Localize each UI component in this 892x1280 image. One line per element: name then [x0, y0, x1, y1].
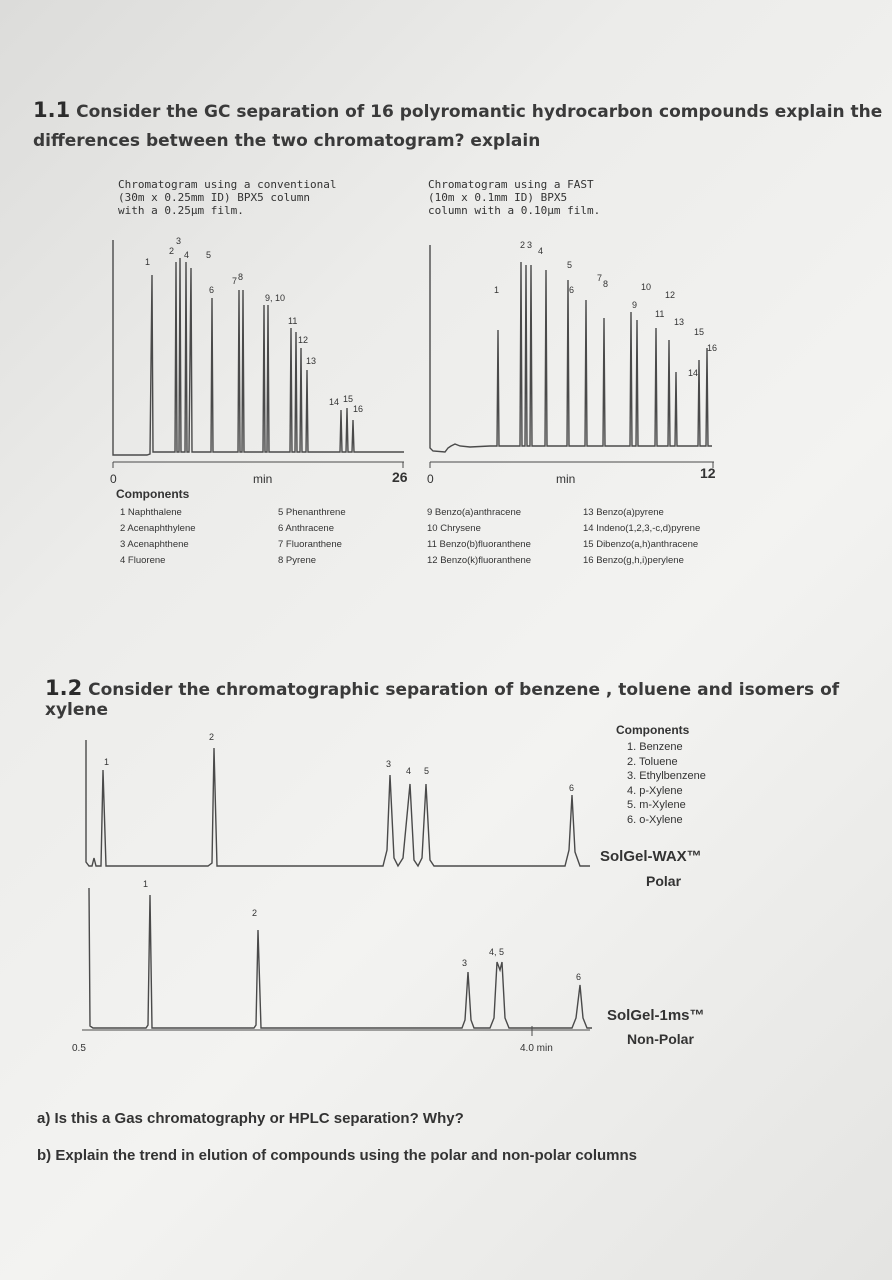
peak-label: 14	[688, 368, 699, 378]
component-item: 13 Benzo(a)pyrene	[583, 507, 664, 518]
component-item: 4. p-Xylene	[627, 784, 683, 797]
peak-label: 12	[665, 290, 676, 300]
caption-line: with a 0.25µm film.	[118, 204, 244, 217]
peak-label: 3	[386, 759, 392, 769]
peak-label: 9	[632, 300, 638, 310]
peak-label: 13	[674, 317, 685, 327]
component-item: 5. m-Xylene	[627, 799, 686, 811]
peak-label: 4, 5	[489, 947, 505, 957]
peak-label: 15	[343, 394, 354, 404]
peak-label: 7	[232, 276, 238, 286]
component-item: 12 Benzo(k)fluoranthene	[427, 555, 532, 566]
fast-axis-start: 0	[427, 472, 434, 486]
peak-label: 15	[694, 327, 705, 337]
component-item: 1. Benzene	[627, 741, 683, 753]
component-item: 5 Phenanthrene	[278, 507, 346, 518]
caption-line: Chromatogram using a FAST	[428, 178, 594, 191]
component-item: 15 Dibenzo(a,h)anthracene	[583, 539, 699, 550]
component-item: 3. Ethylbenzene	[627, 770, 706, 782]
peak-label: 5	[206, 250, 212, 260]
component-item: 6. o-Xylene	[627, 813, 683, 826]
components2-heading: Components	[616, 723, 690, 737]
component-item: 16 Benzo(g,h,i)perylene	[583, 555, 684, 566]
component-item: 11 Benzo(b)fluoranthene	[427, 539, 531, 550]
peak-label: 3	[176, 236, 182, 246]
component-item: 2. Toluene	[627, 755, 678, 768]
peak-label: 8	[603, 279, 609, 289]
peak-label: 4	[538, 246, 544, 256]
question-number: 1.2	[45, 676, 83, 700]
peak-label: 6	[569, 285, 575, 295]
conv-axis-end: 26	[392, 469, 408, 485]
peak-label: 9, 10	[265, 293, 286, 303]
peak-label: 11	[288, 316, 298, 326]
wax-trace	[86, 740, 590, 866]
component-item: 8 Pyrene	[278, 555, 317, 566]
components-heading: Components	[116, 487, 190, 501]
peak-label: 5	[567, 260, 573, 270]
caption-line: Chromatogram using a conventional	[118, 178, 337, 191]
ms-column-name: SolGel-1ms™	[607, 1007, 705, 1024]
peak-label: 12	[298, 335, 309, 345]
component-item: 3 Acenaphthene	[120, 539, 189, 550]
peak-label: 2	[169, 246, 175, 256]
conv-axis-unit: min	[253, 472, 273, 486]
caption-line: (30m x 0.25mm ID) BPX5 column	[118, 191, 311, 204]
peak-label: 8	[238, 272, 244, 282]
peak-label: 1	[494, 285, 500, 295]
component-item: 7 Fluoranthene	[278, 539, 342, 550]
peak-label: 7	[597, 273, 603, 283]
fast-axis-unit: min	[556, 472, 576, 486]
peak-label: 4	[406, 766, 412, 776]
component-item: 1 Naphthalene	[120, 507, 182, 518]
question-text: Consider the chromatographic separation of benzene , toluene and isomers of xylene	[45, 680, 840, 720]
peak-label: 2	[209, 732, 215, 742]
peak-label: 6	[576, 972, 582, 982]
peak-label: 10	[641, 282, 652, 292]
peak-label: 1	[145, 257, 151, 267]
ms-axis-end: 4.0 min	[520, 1043, 553, 1054]
question-b: b) Explain the trend in elution of compounds using the polar and non-polar columns	[37, 1147, 637, 1164]
peak-label: 11	[655, 309, 665, 319]
peak-label: 2	[252, 908, 258, 918]
peak-label: 3	[527, 240, 533, 250]
wax-column-name: SolGel-WAX™	[600, 848, 702, 865]
fast-axis-end: 12	[700, 465, 716, 481]
peak-label: 14	[329, 397, 340, 407]
caption-line: (10m x 0.1mm ID) BPX5	[428, 191, 568, 204]
peak-label: 6	[569, 783, 575, 793]
question-number: 1.1	[33, 98, 71, 122]
component-item: 10 Chrysene	[427, 523, 481, 534]
ms-axis-start: 0.5	[72, 1043, 86, 1054]
peak-label: 16	[353, 404, 364, 414]
peak-label: 1	[143, 879, 149, 889]
peak-label: 13	[306, 356, 317, 366]
question-text: Consider the GC separation of 16 polyromantic hydrocarbon compounds explain the	[76, 102, 883, 122]
peak-label: 16	[707, 343, 718, 353]
peak-label: 2	[520, 240, 526, 250]
component-item: 14 Indeno(1,2,3,-c,d)pyrene	[583, 523, 701, 534]
component-item: 9 Benzo(a)anthracene	[427, 507, 522, 518]
component-item: 4 Fluorene	[120, 555, 166, 566]
peak-label: 1	[104, 757, 110, 767]
peak-label: 4	[184, 250, 190, 260]
peak-label: 3	[462, 958, 468, 968]
question-a: a) Is this a Gas chromatography or HPLC separation? Why?	[37, 1110, 464, 1127]
wax-column-type: Polar	[646, 873, 682, 889]
ms-column-type: Non-Polar	[627, 1031, 694, 1047]
component-item: 2 Acenaphthylene	[120, 523, 196, 534]
peak-label: 6	[209, 285, 215, 295]
component-item: 6 Anthracene	[278, 523, 334, 534]
ms-trace	[89, 888, 592, 1028]
caption-line: column with a 0.10µm film.	[428, 204, 601, 217]
peak-label: 5	[424, 766, 430, 776]
question-1-1-line2: differences between the two chromatogram? explain	[33, 131, 541, 151]
conv-axis-start: 0	[110, 472, 117, 486]
